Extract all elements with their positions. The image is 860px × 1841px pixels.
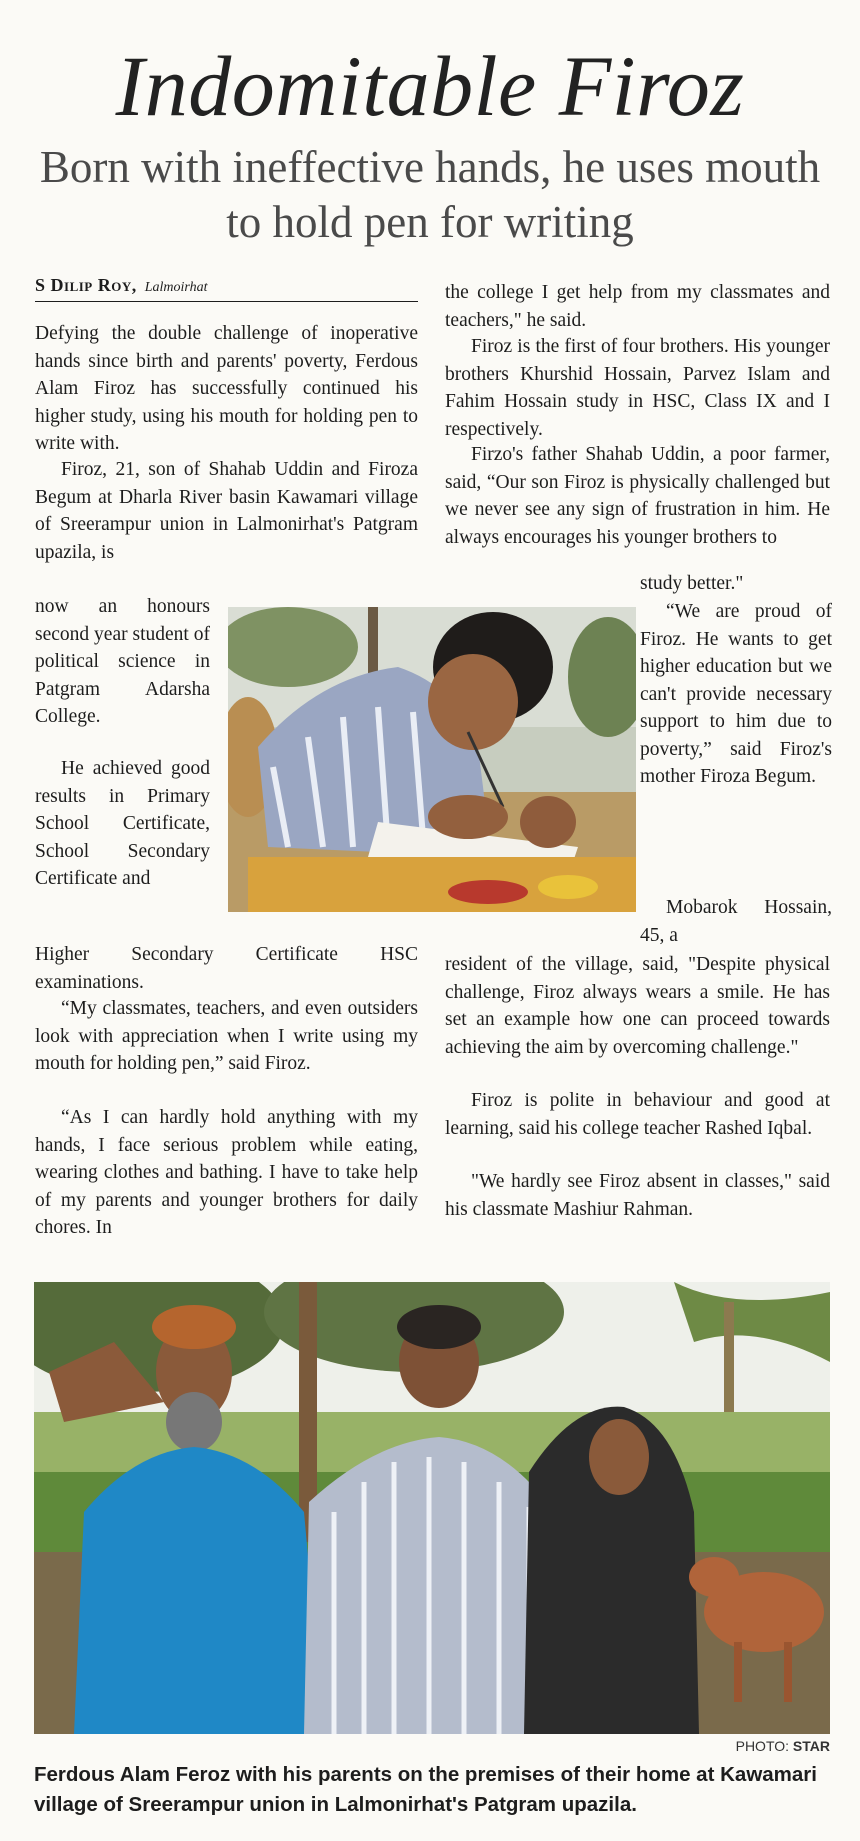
article-paragraph-4b: Higher Secondary Certificate HSC examinations. bbox=[35, 944, 418, 993]
byline-author: S Dilip Roy, bbox=[35, 275, 137, 295]
article-paragraph-1: Defying the double challenge of inoperative hands since birth and parents' poverty, Ferdous Alam Firoz has successfully continued his higher study, using his mouth for holding pen to write with. bbox=[35, 323, 418, 454]
article-paragraph-4a: He achieved good results in Primary School Certificate, School Secondary Certificate and bbox=[35, 758, 210, 889]
article-paragraph-11b: resident of the village, said, "Despite physical challenge, Firoz always wears a smile. He has set an example how one can proceed towards achieving the aim by overcoming challenge." bbox=[445, 954, 830, 1058]
photo-caption: Ferdous Alam Feroz with his parents on the premises of their home at Kawamari village of Sreerampur union in Lalmonirhat's Patgram upazila. bbox=[34, 1763, 817, 1816]
byline-location: Lalmoirhat bbox=[144, 280, 208, 295]
article-paragraph-6: “As I can hardly hold anything with my hands, I face serious problem while eating, wearing clothes and bathing. I have to take help of my parents and younger brothers for daily chores. In bbox=[35, 1107, 418, 1238]
photo-firoz-writing bbox=[228, 607, 636, 912]
article-paragraph-3: now an honours second year student of political science in Patgram Adarsha College. bbox=[35, 596, 210, 727]
article-paragraph-8: Firoz is the first of four brothers. His younger brothers Khurshid Hossain, Parvez Islam and Fahim Hossain study in HSC, Class IX and I respectively. bbox=[445, 336, 830, 440]
photo-credit-label: PHOTO: bbox=[735, 1738, 790, 1754]
photo-credit-source: STAR bbox=[792, 1738, 830, 1754]
article-paragraph-7: the college I get help from my classmates and teachers," he said. bbox=[445, 282, 830, 331]
article-paragraph-12: Firoz is polite in behaviour and good at learning, said his college teacher Rashed Iqbal. bbox=[445, 1090, 830, 1139]
article-paragraph-5: “My classmates, teachers, and even outsiders look with appreciation when I write using my mouth for holding pen,” said Firoz. bbox=[35, 998, 418, 1074]
headline: Indomitable Firoz bbox=[115, 38, 745, 134]
byline bbox=[35, 275, 418, 302]
article-paragraph-9: Firzo's father Shahab Uddin, a poor farmer, said, “Our son Firoz is physically challenged but we never see any sign of frustration in him. He always encourages his younger brothers to bbox=[445, 444, 830, 548]
subheadline: Born with ineffective hands, he uses mouth to hold pen for writing bbox=[39, 142, 821, 247]
article-paragraph-9b: study better." bbox=[640, 573, 744, 594]
article-paragraph-13: "We hardly see Firoz absent in classes," said his classmate Mashiur Rahman. bbox=[445, 1171, 830, 1220]
article-paragraph-10: “We are proud of Firoz. He wants to get higher education but we can't provide necessary support to him due to poverty,” said Firoz's mother Firoza Begum. bbox=[640, 601, 832, 787]
article-paragraph-2: Firoz, 21, son of Shahab Uddin and Firoza Begum at Dharla River basin Kawamari village of Sreerampur union in Lalmonirhat's Patgram upazila, is bbox=[35, 459, 418, 563]
photo-credit bbox=[560, 1738, 830, 1754]
photo-firoz-with-parents bbox=[34, 1282, 830, 1734]
article-paragraph-11a: Mobarok Hossain, 45, a bbox=[640, 897, 832, 946]
